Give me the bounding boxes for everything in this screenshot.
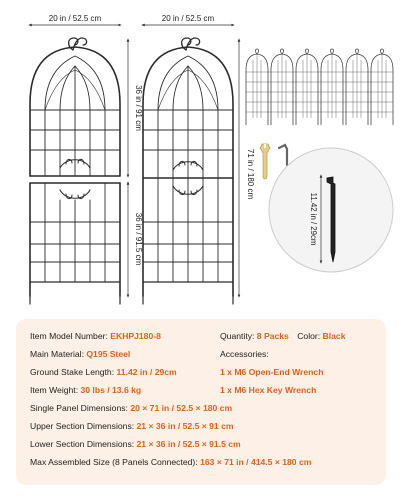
single-label: Single Panel Dimensions:: [30, 403, 128, 413]
material-value: Q195 Steel: [86, 349, 131, 359]
spec-row-single: [30, 403, 232, 414]
quantity-value: 8 Packs: [256, 331, 289, 341]
trellis-panel-assembled: [143, 38, 233, 304]
weight-label: Item Weight:: [30, 385, 79, 395]
upper-label: Upper Section Dimensions:: [30, 421, 135, 431]
spec-row-accessories: [220, 349, 269, 360]
color-value: Black: [322, 331, 346, 341]
weight-value: 30 lbs / 13.6 kg: [80, 385, 142, 395]
upper-value: 21 × 36 in / 52.5 × 91 cm: [136, 421, 234, 431]
total-height-label: 71 in / 180 cm: [246, 148, 255, 200]
max-value: 163 × 71 in / 414.5 × 180 cm: [200, 457, 312, 467]
model-label: Item Model Number:: [30, 331, 108, 341]
spec-row-material: [30, 349, 130, 360]
lower-value: 21 × 36 in / 52.5 × 91.5 cm: [136, 439, 241, 449]
panel2-width-label: 20 in / 52.5 cm: [161, 14, 215, 23]
spec-row-lower: [30, 439, 241, 450]
specs-panel: [16, 319, 386, 485]
model-value: EKHPJ180-8: [110, 331, 161, 341]
panels-thumbnail: [246, 49, 393, 125]
material-label: Main Material:: [30, 349, 84, 359]
spec-row-upper: [30, 421, 234, 432]
lower-label: Lower Section Dimensions:: [30, 439, 135, 449]
wrench-icon: [260, 144, 270, 179]
stake-label: Ground Stake Length:: [30, 367, 115, 377]
spec-row-max: [30, 457, 311, 468]
stake-length-label: 11.42 in / 29cm: [309, 192, 318, 246]
accessory-hex-key: 1 x M6 Hex Key Wrench: [220, 385, 317, 395]
upper-height-label: 36 in / 91 cm: [134, 85, 143, 131]
stake-value: 11.42 in / 29cm: [116, 367, 177, 377]
spec-row-stake: [30, 367, 177, 378]
spec-row-model: [30, 331, 161, 342]
spec-row-accessory-1: [220, 367, 323, 378]
hex-key-icon: [279, 145, 287, 165]
quantity-label: Quantity:: [220, 331, 255, 341]
max-label: Max Assembled Size (8 Panels Connected):: [30, 457, 198, 467]
panel1-width-label: 20 in / 52.5 cm: [48, 14, 102, 23]
lower-height-label: 36 in / 91.5 cm: [134, 212, 143, 266]
trellis-panel-split: [30, 38, 120, 304]
spec-row-weight: [30, 385, 141, 396]
color-label: Color:: [297, 331, 321, 341]
accessories-label: Accessories:: [220, 349, 269, 359]
spec-row-quantity: [220, 331, 345, 342]
accessory-wrench: 1 x M6 Open-End Wrench: [220, 367, 324, 377]
single-value: 20 × 71 in / 52.5 × 180 cm: [130, 403, 233, 413]
spec-row-accessory-2: [220, 385, 316, 396]
